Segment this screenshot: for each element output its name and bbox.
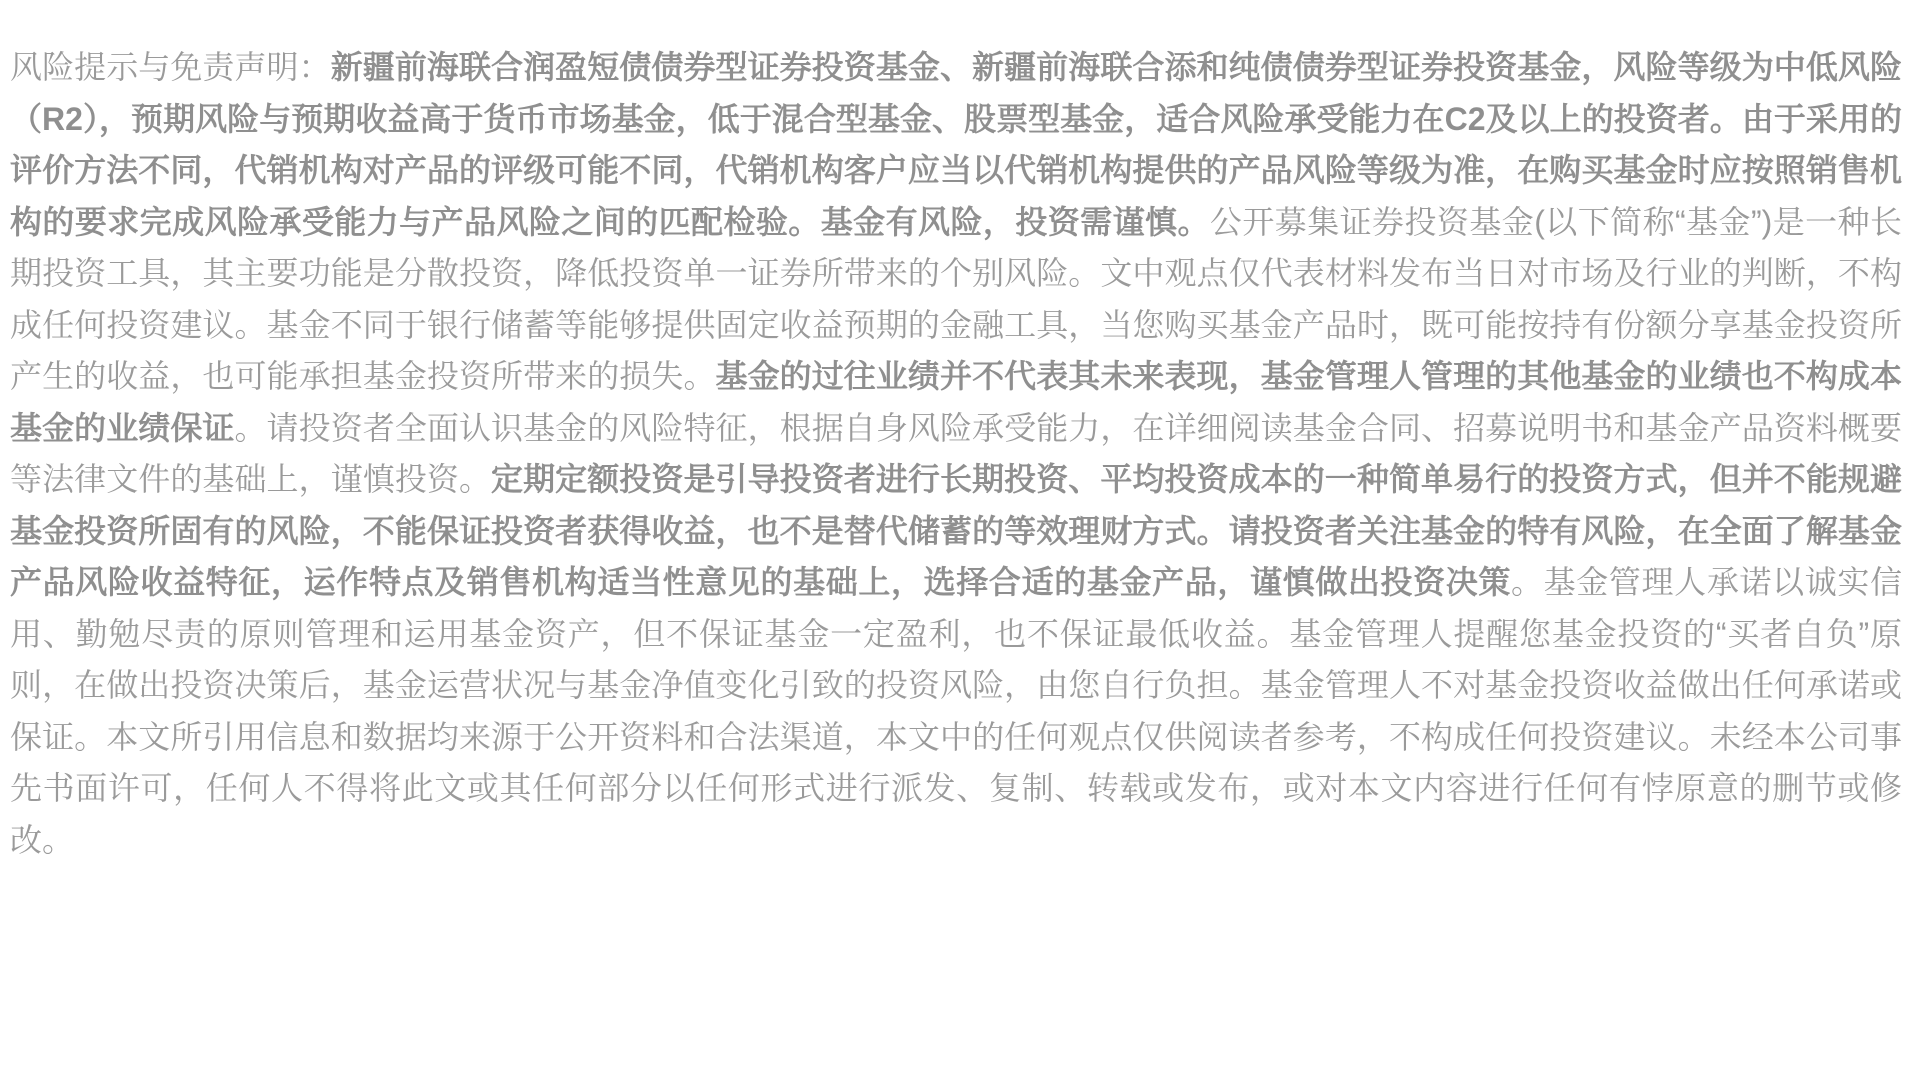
disclaimer-paragraph [10,42,1902,866]
disclaimer-segment-past-performance: 基金的过往业绩并不代表其未来表现，基金管理人管理的其他基金的业绩也不构成本基金的业绩保证 [10,358,1902,446]
disclaimer-segment-read-documents: 。请投资者全面认识基金的风险特征，根据自身风险承受能力，在详细阅读基金合同、招募说明书和基金产品资料概要等法律文件的基础上，谨慎投资。 [10,409,1902,497]
disclaimer-segment-intro: 风险提示与免责声明： [10,49,331,85]
disclaimer-segment-product-risk: 新疆前海联合润盈短债债券型证券投资基金、新疆前海联合添和纯债债券型证券投资基金，风险等级为中低风险（R2），预期风险与预期收益高于货币市场基金，低于混合型基金、股票型基金，适合风险承受能力在C2及以上的投资者。由于采用的评价方法不同，代销机构对产品的评级可能不同，代销机构客户应当以代销机构提供的产品风险等级为准，在购买基金时应按照销售机构的要求完成风险承受能力与产品风险之间的匹配检验。基金有风险，投资需谨慎。 [10,49,1902,240]
disclaimer-segment-fund-nature: 公开募集证券投资基金(以下简称“基金”)是一种长期投资工具，其主要功能是分散投资，降低投资单一证券所带来的个别风险。文中观点仅代表材料发布当日对市场及行业的判断，不构成任何投资建议。基金不同于银行储蓄等能够提供固定收益预期的金融工具，当您购买基金产品时，既可能按持有份额分享基金投资所产生的收益，也可能承担基金投资所带来的损失。 [10,203,1902,394]
disclaimer-segment-manager-commitment: 。基金管理人承诺以诚实信用、勤勉尽责的原则管理和运用基金资产，但不保证基金一定盈利，也不保证最低收益。基金管理人提醒您基金投资的“买者自负”原则，在做出投资决策后，基金运营状况与基金净值变化引致的投资风险，由您自行负担。基金管理人不对基金投资收益做出任何承诺或保证。本文所引用信息和数据均来源于公开资料和合法渠道，本文中的任何观点仅供阅读者参考，不构成任何投资建议。未经本公司事先书面许可，任何人不得将此文或其任何部分以任何形式进行派发、复制、转载或发布，或对本文内容进行任何有悖原意的删节或修改。 [10,564,1902,858]
disclaimer-segment-regular-investment: 定期定额投资是引导投资者进行长期投资、平均投资成本的一种简单易行的投资方式，但并不能规避基金投资所固有的风险，不能保证投资者获得收益，也不是替代储蓄的等效理财方式。请投资者关注基金的特有风险，在全面了解基金产品风险收益特征，运作特点及销售机构适当性意见的基础上，选择合适的基金产品，谨慎做出投资决策 [10,461,1902,600]
